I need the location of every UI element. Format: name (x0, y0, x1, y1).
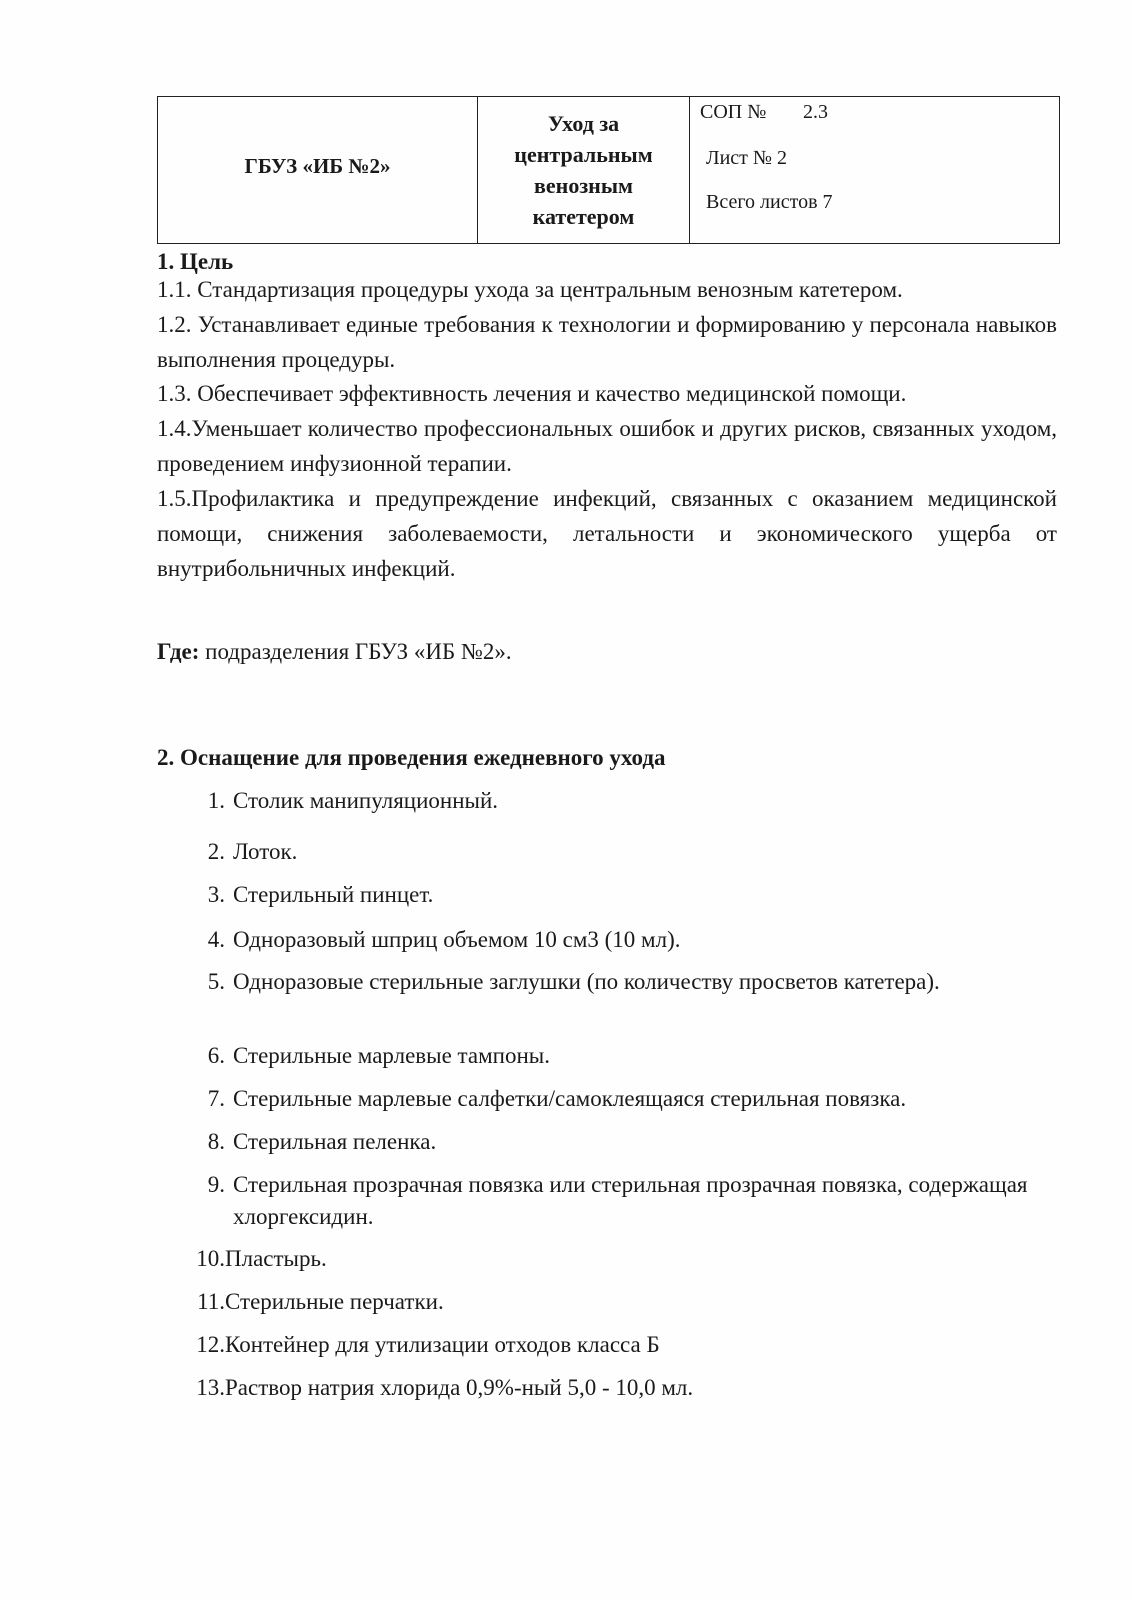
list-item (185, 1243, 1035, 1275)
goal-item-1-1: 1.1. Стандартизация процедуры ухода за центральным венозным катетером. (157, 277, 903, 302)
document-title-line: катетером (532, 204, 635, 229)
sop-number: 2.3 (803, 101, 828, 123)
list-item-text: Одноразовые стерильные заглушки (по количеству просветов катетера). (233, 969, 940, 994)
sheet-number: Лист № 2 (706, 147, 787, 169)
list-item-text: Стерильная прозрачная повязка или стерильная прозрачная повязка, содержащая хлоргексидин. (233, 1172, 1028, 1229)
list-item (185, 1329, 1035, 1361)
list-item-number: 12. (196, 1332, 225, 1357)
list-item-text: Стерильные марлевые салфетки/самоклеящаяся стерильная повязка. (233, 1086, 907, 1111)
list-item-text: Стерильные марлевые тампоны. (233, 1043, 550, 1068)
list-item-text: Лоток. (233, 839, 298, 864)
organization-name: ГБУЗ «ИБ №2» (244, 153, 391, 178)
list-item-number: 1. (207, 788, 225, 813)
list-item (185, 1083, 1035, 1115)
header-table (157, 96, 1060, 244)
list-item (185, 966, 1035, 998)
where-value: подразделения ГБУЗ «ИБ №2». (199, 639, 512, 664)
list-item-number: 5. (207, 969, 225, 994)
sop-label: СОП № (700, 101, 767, 123)
document-meta-cell (690, 97, 1059, 243)
organization-cell (158, 97, 478, 243)
list-item-text: Столик манипуляционный. (233, 788, 499, 813)
list-item-number: 7. (207, 1086, 225, 1111)
list-item-text: Пластырь. (225, 1246, 327, 1271)
where-line (157, 634, 1057, 669)
list-item (185, 924, 1035, 956)
goal-item-1-5: 1.5.Профилактика и предупреждение инфекций, связанных с оказанием медицинской помощи, снижения заболеваемости, летальности и экономического ущерба от внутрибольничных инфекций. (157, 486, 1057, 581)
list-item (185, 1286, 1035, 1318)
total-sheets: Всего листов 7 (706, 191, 833, 213)
list-item-text: Стерильные перчатки. (225, 1289, 444, 1314)
section-2-title: 2. Оснащение для проведения ежедневного ухода (157, 745, 666, 770)
list-item (185, 785, 1035, 817)
list-item-text: Контейнер для утилизации отходов класса Б (225, 1332, 660, 1357)
list-item-text: Стерильная пеленка. (233, 1129, 437, 1154)
document-title-line: Уход за (547, 111, 620, 136)
list-item-number: 9. (207, 1172, 225, 1197)
list-item-number: 4. (207, 927, 225, 952)
list-item-number: 8. (207, 1129, 225, 1154)
document-title-line: венозным (534, 173, 633, 198)
section-1-title: 1. Цель (157, 249, 234, 274)
goal-item-1-4: 1.4.Уменьшает количество профессиональных ошибок и других рисков, связанных уходом, проведением инфузионной терапии. (157, 416, 1057, 476)
list-item (185, 1040, 1035, 1072)
list-item (185, 1169, 1035, 1233)
list-item-text: Одноразовый шприц объемом 10 см3 (10 мл). (233, 927, 681, 952)
list-item-number: 10. (196, 1246, 225, 1271)
list-item-text: Стерильный пинцет. (233, 882, 434, 907)
list-item (185, 1372, 1035, 1404)
list-item-number: 2. (207, 839, 225, 864)
list-item (185, 1126, 1035, 1158)
list-item-number: 6. (207, 1043, 225, 1068)
list-item (185, 879, 1035, 911)
list-item (185, 836, 1035, 868)
goal-item-1-3: 1.3. Обеспечивает эффективность лечения и качество медицинской помощи. (157, 381, 907, 406)
list-item-text: Раствор натрия хлорида 0,9%-ный 5,0 - 10,0 мл. (225, 1375, 694, 1400)
list-item-number: 13. (196, 1375, 225, 1400)
list-item-number: 11. (197, 1289, 225, 1314)
where-label: Где: (157, 639, 200, 664)
document-title-cell (478, 97, 690, 243)
document-title-line: центральным (514, 142, 653, 167)
goal-item-1-2: 1.2. Устанавливает единые требования к технологии и формированию у персонала навыков выполнения процедуры. (157, 312, 1057, 372)
list-item-number: 3. (207, 882, 225, 907)
